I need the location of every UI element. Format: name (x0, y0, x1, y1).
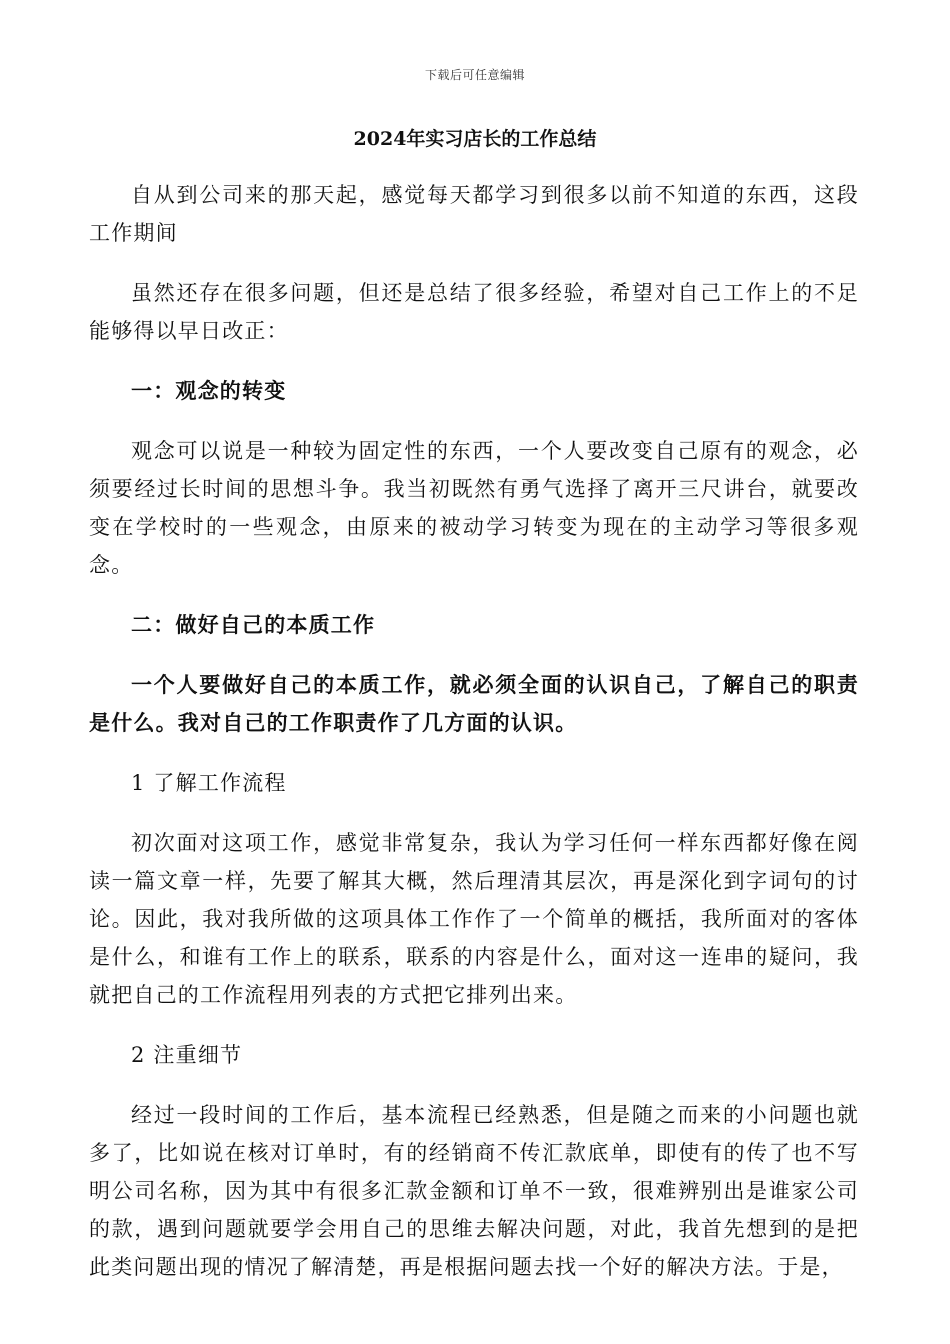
header-note: 下载后可任意编辑 (424, 68, 525, 82)
paragraph-intro: 自从到公司来的那天起，感觉每天都学习到很多以前不知道的东西，这段工作期间 (89, 183, 859, 245)
paragraph-concept: 观念可以说是一种较为固定性的东西，一个人要改变自己原有的观念，必须要经过长时间的思想斗争。我当初既然有勇气选择了离开三尺讲台，就要改变在学校时的一些观念，由原来的被动学习转变为现在的主动学习等很多观念。 (89, 439, 859, 577)
paragraph-details: 经过一段时间的工作后，基本流程已经熟悉，但是随之而来的小问题也就多了，比如说在核对订单时，有的经销商不传汇款底单，即使有的传了也不写明公司名称，因为其中有很多汇款金额和订单不一致，很难辨别出是谁家公司的款，遇到问题就要学会用自己的思维去解决问题，对此，我首先想到的是把此类问题出现的情况了解清楚，再是根据问题去找一个好的解决方法。于是， (89, 1103, 859, 1279)
paragraph-duty-summary: 一个人要做好自己的本质工作，就必须全面的认识自己，了解自己的职责是什么。我对自己的工作职责作了几方面的认识。 (89, 672, 859, 735)
document-body (89, 176, 859, 1286)
section-heading-1: 一：观念的转变 (131, 378, 287, 403)
paragraph-workflow: 初次面对这项工作，感觉非常复杂，我认为学习任何一样东西都好像在阅读一篇文章一样，先要了解其大概，然后理清其层次，再是深化到字词句的讨论。因此，我对我所做的这项具体工作作了一个简单的概括，我所面对的客体是什么，和谁有工作上的联系，联系的内容是什么，面对这一连串的疑问，我就把自己的工作流程用列表的方式把它排列出来。 (89, 831, 859, 1007)
subheading-1: 1 了解工作流程 (131, 771, 287, 795)
section-heading-2: 二：做好自己的本质工作 (131, 612, 376, 637)
document-title: 2024年实习店长的工作总结 (353, 128, 597, 150)
subheading-2: 2 注重细节 (131, 1043, 243, 1067)
paragraph-problems: 虽然还存在很多问题，但还是总结了很多经验，希望对自己工作上的不足能够得以早日改正： (89, 281, 859, 343)
